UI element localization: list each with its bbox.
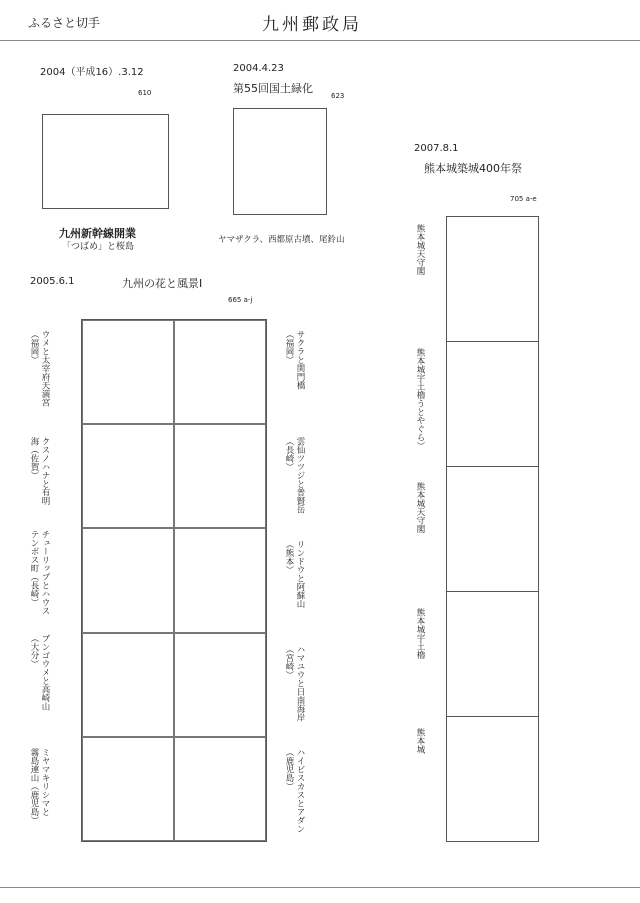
stamp-placeholder (233, 108, 327, 215)
stamp-cell (447, 717, 538, 842)
issue-date: 2004.4.23 (233, 63, 284, 74)
stamp-label (283, 540, 305, 608)
stamp-caption: ヤマザクラ、西都原古墳、尾鈴山 (218, 235, 345, 245)
stamp-cell (174, 424, 266, 528)
stamp-cell (82, 737, 174, 841)
stamp-label: 熊本城 (415, 728, 425, 754)
stamp-cell (447, 467, 538, 592)
issue-date: 2005.6.1 (30, 276, 75, 287)
stamp-prefecture: （福岡） (284, 330, 294, 364)
stamp-prefecture: （熊本） (284, 540, 294, 574)
stamp-prefecture: （福岡） (29, 330, 39, 364)
issue-date: 2004（平成16）.3.12 (40, 67, 144, 78)
stamp-cell (447, 217, 538, 342)
stamp-placeholder (42, 114, 169, 209)
stamp-label: 熊本城天守閣 (415, 482, 425, 533)
catalog-number: 665 a-j (228, 296, 253, 304)
stamp-name: リンドウと阿蘇山 (295, 540, 305, 608)
stamp-title: 九州新幹線開業 (59, 227, 136, 240)
stamp-prefecture: （長崎） (284, 437, 294, 471)
stamp-label (28, 634, 50, 711)
stamp-label (283, 645, 305, 722)
stamp-name: チューリップとハウス (40, 530, 50, 615)
stamp-prefecture: （大分） (29, 634, 39, 668)
stamp-name: サクラと関門橋 (295, 330, 305, 390)
stamp-label (28, 437, 50, 505)
catalog-number: 623 (331, 92, 345, 100)
stamp-cell (82, 528, 174, 632)
stamp-name: ハマユウと日南海岸 (295, 645, 305, 722)
stamp-strip (446, 216, 539, 842)
set-title: 九州の花と風景Ⅰ (122, 277, 203, 290)
stamp-cell (174, 320, 266, 424)
stamp-name: ウメと太宰府天満宮 (40, 330, 50, 407)
stamp-label: 熊本城宇土櫓うとやぐら） (415, 348, 425, 450)
stamp-label (28, 748, 50, 825)
set-title: 第55回国土緑化 (233, 82, 313, 95)
stamp-label (283, 437, 305, 514)
stamp-label: 熊本城天守閣 (415, 224, 425, 275)
stamp-cell (174, 528, 266, 632)
stamp-prefecture: 海（佐賀） (29, 437, 39, 480)
stamp-prefecture: テンボス町（長崎） (29, 530, 39, 607)
page-title: 九州郵政局 (262, 15, 362, 35)
stamp-subtitle: 「つばめ」と桜島 (62, 242, 135, 252)
stamp-cell (447, 592, 538, 717)
stamp-prefecture: 霧島連山（鹿児島） (29, 748, 39, 825)
stamp-cell (82, 320, 174, 424)
stamp-prefecture: （宮崎） (284, 645, 294, 679)
stamp-name: ミヤマキリシマと (40, 748, 50, 816)
stamp-label (283, 330, 305, 390)
stamp-prefecture: （鹿児島） (284, 748, 294, 791)
stamp-cell (447, 342, 538, 467)
stamp-cell (174, 633, 266, 737)
stamp-label (283, 748, 305, 833)
catalog-number: 610 (138, 89, 152, 97)
catalog-number: 705 a-e (510, 195, 537, 203)
stamp-label (28, 530, 50, 615)
stamp-label (28, 330, 50, 407)
stamp-cell (82, 424, 174, 528)
stamp-sheet (81, 319, 267, 842)
stamp-label: 熊本城宇土櫓 (415, 608, 425, 659)
header-divider (0, 40, 640, 41)
stamp-name: ハイビスカスとアダン (295, 748, 305, 833)
stamp-name: クスノハナと有明 (40, 437, 50, 505)
stamp-name: ブンゴウメと高崎山 (40, 634, 50, 711)
stamp-cell (82, 633, 174, 737)
header-left-label: ふるさと切手 (28, 16, 101, 30)
set-title: 熊本城築城400年祭 (424, 162, 522, 175)
footer-divider (0, 887, 640, 888)
issue-date: 2007.8.1 (414, 143, 459, 154)
stamp-name: 雲仙ツツジと普賢岳 (295, 437, 305, 514)
stamp-cell (174, 737, 266, 841)
